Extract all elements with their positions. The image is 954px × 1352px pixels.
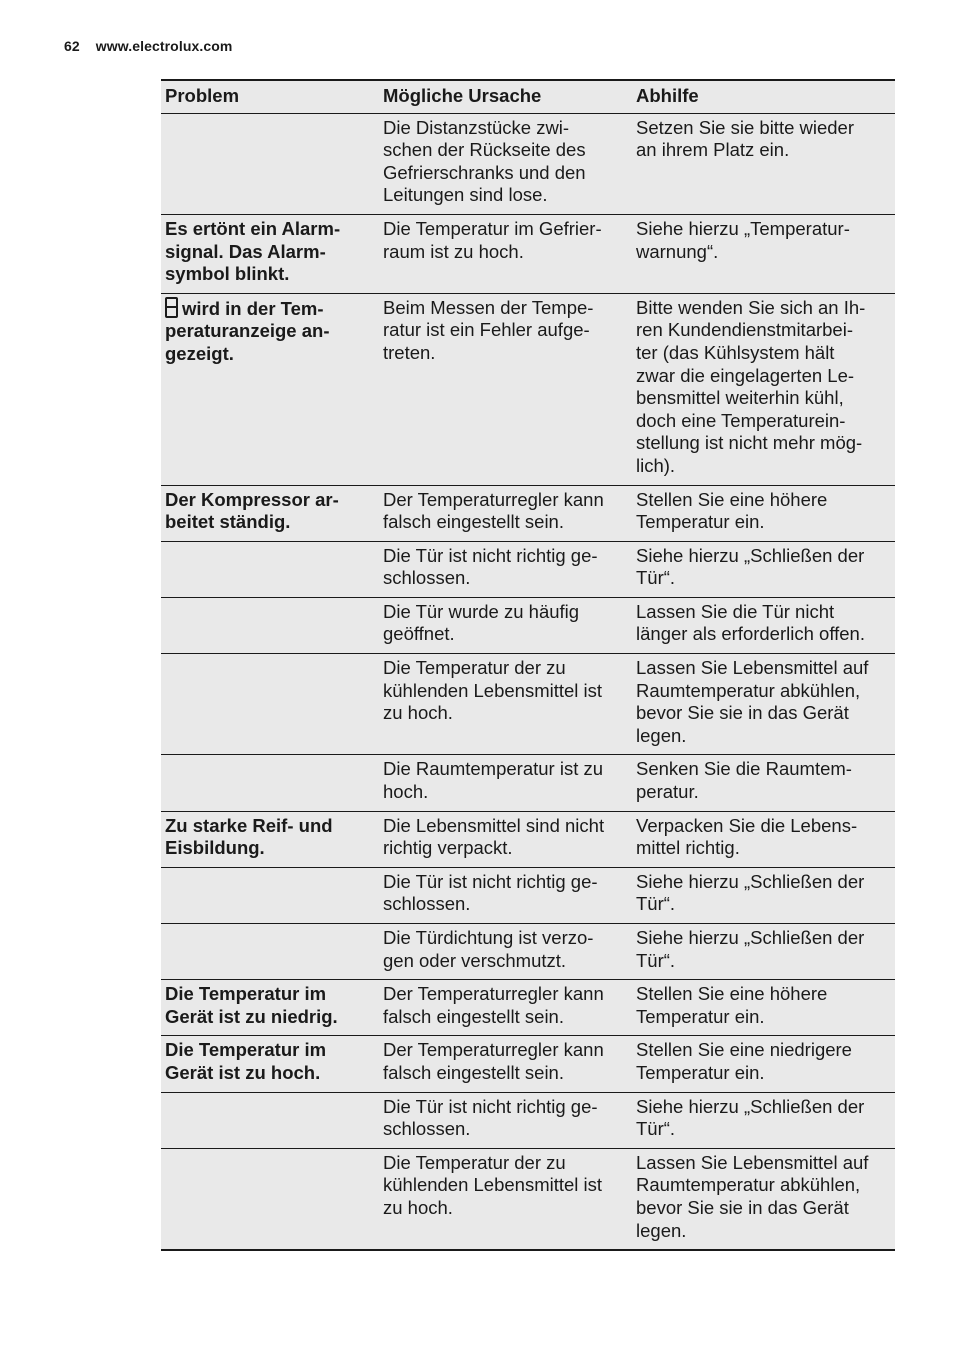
table-row: [161, 924, 895, 980]
cause-cell: [379, 867, 632, 923]
cause-cell-text: Die Raumtemperatur ist zu hoch.: [383, 758, 604, 803]
table-row: [161, 485, 895, 541]
remedy-cell: [632, 755, 895, 811]
problem-cell: [161, 867, 379, 923]
cause-cell: [379, 654, 632, 755]
table-header-row: [161, 80, 895, 113]
problem-cell: [161, 980, 379, 1036]
cause-cell-text: Der Temperaturregler kann falsch eingestellt sein.: [383, 488, 604, 533]
cause-cell: [379, 293, 632, 485]
problem-cell: [161, 811, 379, 867]
table-row: [161, 755, 895, 811]
remedy-cell: [632, 293, 895, 485]
problem-cell-text: Zu starke Reif- und Eisbildung.: [165, 814, 333, 859]
remedy-cell: [632, 485, 895, 541]
cause-cell-text: Die Tür ist nicht richtig ge- schlossen.: [383, 1095, 598, 1140]
remedy-cell: [632, 214, 895, 293]
cause-cell: [379, 924, 632, 980]
remedy-cell-text: Lassen Sie Lebensmittel auf Raumtemperatur abkühlen, bevor Sie sie in das Gerät legen.: [636, 657, 869, 746]
cause-cell: [379, 113, 632, 214]
problem-cell-text: Es ertönt ein Alarm- signal. Das Alarm- symbol blinkt.: [165, 217, 341, 285]
table-row: [161, 597, 895, 653]
table-row: [161, 214, 895, 293]
problem-cell: [161, 597, 379, 653]
remedy-cell: [632, 1036, 895, 1092]
cause-cell-text: Die Tür wurde zu häufig geöffnet.: [383, 600, 580, 645]
table-row: [161, 867, 895, 923]
cause-cell-text: Die Temperatur im Gefrier- raum ist zu hoch.: [383, 217, 602, 262]
problem-cell-text: Der Kompressor ar- beitet ständig.: [165, 488, 339, 533]
remedy-cell-text: Stellen Sie eine höhere Temperatur ein.: [636, 488, 828, 533]
problem-cell: [161, 214, 379, 293]
cause-cell: [379, 597, 632, 653]
table-row: [161, 1148, 895, 1250]
problem-cell: [161, 541, 379, 597]
table-row: [161, 980, 895, 1036]
cause-cell-text: Die Temperatur der zu kühlenden Lebensmittel ist zu hoch.: [383, 657, 603, 724]
website-url: www.electrolux.com: [95, 38, 233, 54]
cause-cell-text: Die Tür ist nicht richtig ge- schlossen.: [383, 544, 598, 589]
remedy-cell: [632, 113, 895, 214]
table-row: [161, 113, 895, 214]
problem-cell: [161, 1092, 379, 1148]
remedy-cell-text: Verpacken Sie die Lebens- mittel richtig.: [636, 814, 858, 859]
cause-cell: [379, 1148, 632, 1250]
table-row: [161, 811, 895, 867]
remedy-cell: [632, 980, 895, 1036]
remedy-cell: [632, 867, 895, 923]
remedy-cell-text: Setzen Sie sie bitte wieder an ihrem Platz ein.: [636, 116, 855, 161]
cause-cell-text: Die Distanzstücke zwi- schen der Rückseite des Gefrierschranks und den Leitungen sind lose.: [383, 116, 586, 206]
troubleshooting-table: [161, 79, 895, 1251]
table-body: [161, 113, 895, 1250]
remedy-cell-text: Senken Sie die Raumtem- peratur.: [636, 758, 852, 803]
problem-cell-text: wird in der Tem- peraturanzeige an- gezeigt.: [165, 297, 330, 364]
remedy-cell: [632, 811, 895, 867]
page-header: [64, 38, 232, 54]
remedy-cell-text: Siehe hierzu „Schließen der Tür“.: [636, 544, 865, 589]
problem-cell: [161, 1036, 379, 1092]
column-header-cause: Mögliche Ursache: [379, 80, 632, 113]
remedy-cell-text: Lassen Sie die Tür nicht länger als erforderlich offen.: [636, 600, 865, 645]
table-row: [161, 293, 895, 485]
cause-cell-text: Die Lebensmittel sind nicht richtig verpackt.: [383, 814, 605, 859]
column-header-problem: Problem: [161, 80, 379, 113]
cause-cell: [379, 541, 632, 597]
remedy-cell-text: Stellen Sie eine höhere Temperatur ein.: [636, 983, 828, 1027]
table-row: [161, 1092, 895, 1148]
cause-cell-text: Die Temperatur der zu kühlenden Lebensmittel ist zu hoch.: [383, 1151, 603, 1218]
cause-cell: [379, 811, 632, 867]
cause-cell: [379, 755, 632, 811]
remedy-cell-text: Siehe hierzu „Schließen der Tür“.: [636, 1095, 865, 1140]
remedy-cell: [632, 541, 895, 597]
remedy-cell-text: Stellen Sie eine niedrigere Temperatur ein.: [636, 1039, 852, 1083]
problem-cell-text: Die Temperatur im Gerät ist zu hoch.: [165, 1039, 327, 1083]
remedy-cell: [632, 924, 895, 980]
cause-cell: [379, 980, 632, 1036]
problem-cell: [161, 1148, 379, 1250]
cause-cell-text: Die Tür ist nicht richtig ge- schlossen.: [383, 870, 598, 915]
cause-cell-text: Der Temperaturregler kann falsch eingestellt sein.: [383, 983, 604, 1027]
remedy-cell-text: Siehe hierzu „Schließen der Tür“.: [636, 927, 865, 971]
cause-cell: [379, 1092, 632, 1148]
cause-cell-text: Der Temperaturregler kann falsch eingestellt sein.: [383, 1039, 604, 1083]
problem-cell: [161, 654, 379, 755]
cause-cell: [379, 1036, 632, 1092]
problem-cell: [161, 924, 379, 980]
problem-cell: [161, 293, 379, 485]
table-row: [161, 1036, 895, 1092]
cause-cell: [379, 214, 632, 293]
cause-cell: [379, 485, 632, 541]
problem-cell-text: Die Temperatur im Gerät ist zu niedrig.: [165, 983, 338, 1027]
cause-cell-text: Beim Messen der Tempe- ratur ist ein Fehler aufge- treten.: [383, 296, 594, 363]
remedy-cell-text: Siehe hierzu „Schließen der Tür“.: [636, 870, 865, 915]
problem-cell: [161, 755, 379, 811]
table-row: [161, 541, 895, 597]
remedy-cell-text: Lassen Sie Lebensmittel auf Raumtemperatur abkühlen, bevor Sie sie in das Gerät legen.: [636, 1151, 869, 1241]
remedy-cell: [632, 654, 895, 755]
remedy-cell: [632, 1092, 895, 1148]
remedy-cell-text: Bitte wenden Sie sich an Ih- ren Kundendienstmitarbei- ter (das Kühlsystem hält zwar die eingelagerten Le- bensmittel weiterhin kühl, doch eine Temperaturein- stellung ist nicht mehr mög- lich).: [636, 296, 866, 476]
temperature-sensor-error-icon: [165, 297, 178, 318]
remedy-cell: [632, 597, 895, 653]
cause-cell-text: Die Türdichtung ist verzo- gen oder verschmutzt.: [383, 927, 594, 971]
problem-cell: [161, 485, 379, 541]
column-header-remedy: Abhilfe: [632, 80, 895, 113]
remedy-cell: [632, 1148, 895, 1250]
remedy-cell-text: Siehe hierzu „Temperatur- warnung“.: [636, 217, 850, 262]
page-number: 62: [64, 38, 80, 54]
table-row: [161, 654, 895, 755]
problem-cell: [161, 113, 379, 214]
